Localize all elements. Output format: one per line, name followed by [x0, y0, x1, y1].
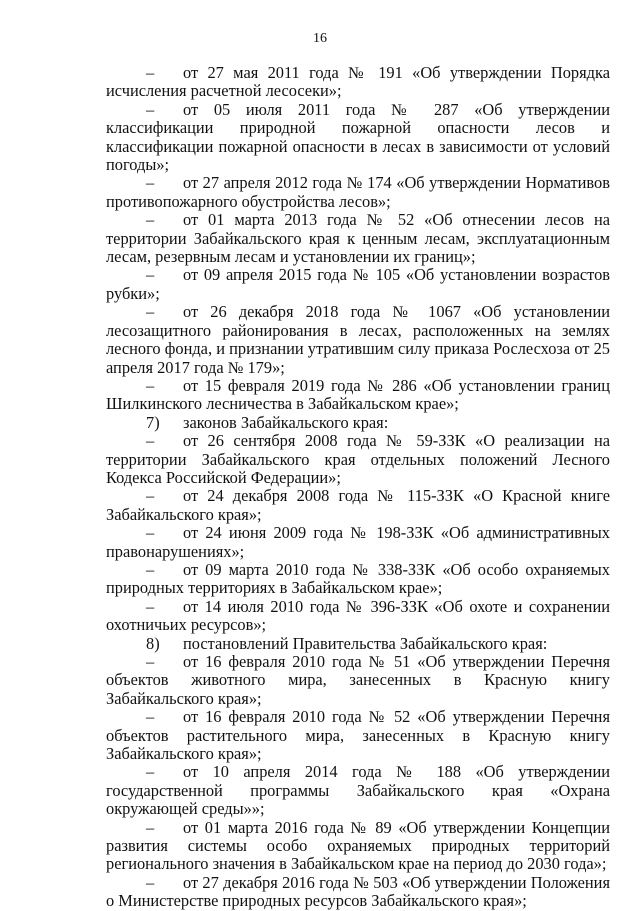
- paragraph-text: от 16 февраля 2010 года № 52 «Об утверждении Перечня объектов растительного мира, занесенных в Красную книгу Забайкальского края»;: [106, 707, 610, 764]
- paragraph-text: от 15 февраля 2019 года № 286 «Об установлении границ Шилкинского лесничества в Забайкальском крае»;: [106, 375, 610, 414]
- list-item: [106, 64, 610, 101]
- dash-marker: –: [146, 596, 155, 616]
- list-item: [106, 487, 610, 524]
- dash-marker: –: [146, 872, 155, 892]
- list-item: [106, 432, 610, 487]
- list-heading: [106, 414, 610, 432]
- dash-marker: –: [146, 817, 155, 837]
- paragraph-text: от 24 декабря 2008 года № 115-ЗЗК «О Красной книге Забайкальского края»;: [106, 486, 610, 524]
- paragraph-text: от 01 марта 2016 года № 89 «Об утверждении Концепции развития системы особо охраняемых природных территорий регионального значения в Забайкальском крае на период до 2030 года»;: [106, 817, 610, 874]
- dash-marker: –: [146, 559, 155, 579]
- dash-marker: –: [146, 99, 155, 119]
- paragraph-text: от 27 декабря 2016 года № 503 «Об утверждении Положения о Министерстве природных ресурсов Забайкальского края»;: [106, 872, 610, 911]
- list-item: [106, 303, 610, 377]
- list-item: [106, 561, 610, 598]
- dash-marker: –: [146, 265, 155, 285]
- dash-marker: –: [146, 707, 155, 727]
- paragraph-text: от 16 февраля 2010 года № 51 «Об утверждении Перечня объектов животного мира, занесенных в Красную книгу Забайкальского края»;: [106, 652, 610, 708]
- dash-marker: –: [146, 486, 155, 506]
- paragraph-text: от 26 сентября 2008 года № 59-ЗЗК «О реализации на территории Забайкальского края отдельных положений Лесного Кодекса Российской Федерации»;: [106, 431, 610, 487]
- list-item: [106, 874, 610, 911]
- paragraph-text: от 24 июня 2009 года № 198-ЗЗК «Об административных правонарушениях»;: [106, 523, 610, 561]
- paragraph-text: от 10 апреля 2014 года № 188 «Об утверждении государственной программы Забайкальского края «Охрана окружающей среды»»;: [106, 762, 610, 819]
- list-item: [106, 653, 610, 708]
- list-item: [106, 101, 610, 175]
- dash-marker: –: [146, 431, 155, 451]
- list-item: [106, 819, 610, 874]
- dash-marker: –: [146, 210, 155, 230]
- list-item: [106, 377, 610, 414]
- paragraph-text: от 01 марта 2013 года № 52 «Об отнесении лесов на территории Забайкальского края к ценным лесам, эксплуатационным лесам, резервным лесам и установлении их границ»;: [106, 210, 610, 267]
- page-number: 16: [313, 31, 327, 46]
- list-item: [106, 598, 610, 635]
- list-item: [106, 708, 610, 763]
- dash-marker: –: [146, 375, 155, 395]
- list-item: [106, 266, 610, 303]
- paragraph-text: постановлений Правительства Забайкальского края:: [183, 633, 548, 653]
- dash-marker: –: [146, 173, 155, 193]
- paragraph-text: от 27 апреля 2012 года № 174 «Об утверждении Нормативов противопожарного обустройства лесов»;: [106, 173, 610, 211]
- dash-marker: –: [146, 762, 155, 782]
- dash-marker: –: [146, 63, 155, 82]
- dash-marker: –: [146, 652, 155, 671]
- dash-marker: –: [146, 523, 155, 543]
- section-number: 7): [146, 412, 160, 432]
- paragraph-text: от 09 марта 2010 года № 338-ЗЗК «Об особо охраняемых природных территориях в Забайкальском крае»;: [106, 559, 610, 598]
- list-heading: [106, 635, 610, 653]
- paragraph-text: от 26 декабря 2018 года № 1067 «Об установлении лесозащитного районирования в лесах, расположенных на землях лесного фонда, и признании утратившим силу приказа Рослесхоза от 25 апреля 2017 года № 179»;: [106, 302, 610, 377]
- paragraph-text: от 27 мая 2011 года № 191 «Об утверждении Порядка исчисления расчетной лесосеки»;: [106, 63, 610, 101]
- paragraph-text: от 14 июля 2010 года № 396-ЗЗК «Об охоте и сохранении охотничьих ресурсов»;: [106, 596, 610, 635]
- dash-marker: –: [146, 302, 155, 322]
- paragraph-text: от 05 июля 2011 года № 287 «Об утверждении классификации природной пожарной опасности лесов и классификации пожарной опасности в лесах в зависимости от условий погоды»;: [106, 99, 610, 175]
- paragraph-text: законов Забайкальского края:: [183, 412, 389, 432]
- list-item: [106, 524, 610, 561]
- document-body: [106, 64, 610, 911]
- section-number: 8): [146, 633, 160, 653]
- list-item: [106, 174, 610, 211]
- list-item: [106, 211, 610, 266]
- list-item: [106, 763, 610, 818]
- paragraph-text: от 09 апреля 2015 года № 105 «Об установлении возрастов рубки»;: [106, 265, 610, 303]
